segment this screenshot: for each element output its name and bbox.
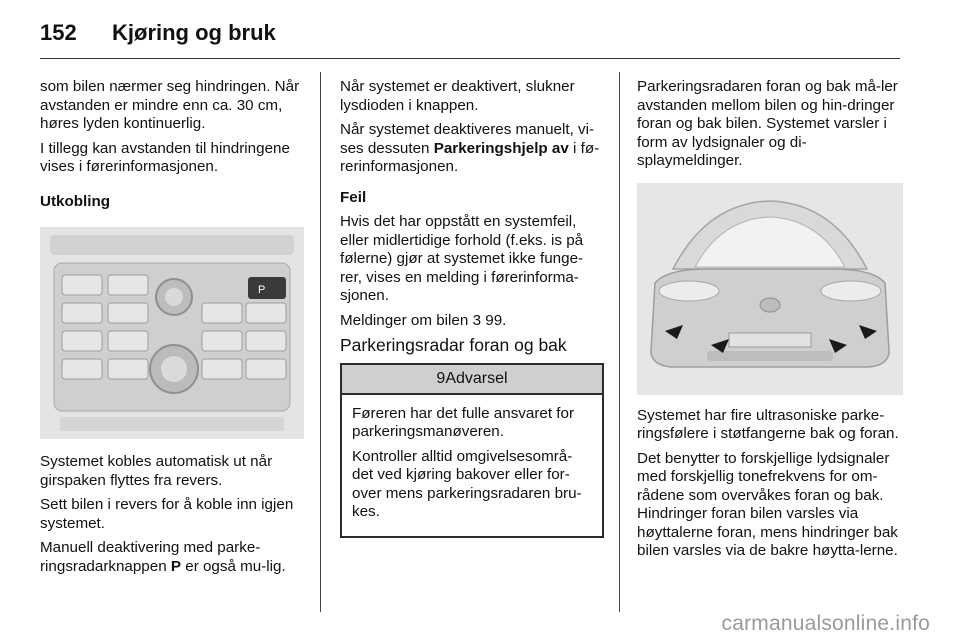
column-2	[340, 78, 604, 538]
paragraph: Det benytter to forskjellige lydsignaler med forskjellig tonefrekvens for om-rådene som overvåkes foran og bak. Hindringer foran bilen varsles via høyttalerne foran, mens hindringer bak bilen varsles via de bakre høytta-lerne.	[637, 449, 898, 559]
text-span: 99.	[485, 311, 507, 329]
car-sensors-illustration	[637, 183, 903, 395]
paragraph: I tillegg kan avstanden til hindringene vises i førerinformasjonen.	[40, 139, 290, 175]
heading-utkobling: Utkobling	[40, 192, 111, 210]
warning-body	[342, 395, 602, 536]
column-3	[637, 78, 903, 567]
radio-panel-illustration	[40, 227, 304, 439]
paragraph: Sett bilen i revers for å koble inn igjen systemet.	[40, 496, 294, 532]
parking-button-label: P	[258, 284, 266, 296]
paragraph: som bilen nærmer seg hindringen. Når avstanden er mindre enn ca. 30 cm, høres lyden kontinuerlig.	[40, 78, 300, 132]
page-reference-arrow: 3	[472, 311, 482, 329]
paragraph: Hvis det har oppstått en systemfeil, eller midlertidige forhold (f.eks. is på følerne) gjør at systemet ikke funge-rer, vises en melding i førerinforma-sjonen.	[340, 213, 584, 304]
section-heading: Parkeringsradar foran og bak	[340, 335, 567, 355]
column-divider-1	[320, 72, 321, 612]
header-rule	[40, 58, 900, 59]
column-divider-2	[619, 72, 620, 612]
warning-label: Advarsel	[445, 369, 508, 387]
paragraph: Systemet har fire ultrasoniske parke-ringsfølere i støtfangerne bak og foran.	[637, 406, 899, 442]
car-front-figure	[637, 183, 903, 395]
parking-radar-symbol: P	[170, 557, 182, 575]
paragraph: Føreren har det fulle ansvaret for parkeringsmanøveren.	[352, 404, 575, 440]
text-span: Manuell deaktivering med parke-ringsradarknappen	[40, 539, 261, 575]
text-span: er også mu-lig.	[185, 557, 286, 575]
text-span: Når systemet deaktiveres manuelt, vi-ses dessuten	[340, 121, 595, 157]
watermark: carmanualsonline.info	[721, 612, 930, 635]
text-span: i fø-rerinformasjonen.	[340, 139, 600, 175]
warning-header	[342, 365, 602, 395]
control-panel-figure	[40, 227, 304, 439]
paragraph: Systemet kobles automatisk ut når girspaken flyttes fra revers.	[40, 453, 273, 489]
chapter-title: Kjøring og bruk	[112, 20, 276, 45]
paragraph	[340, 312, 604, 331]
warning-icon: 9	[436, 369, 446, 387]
paragraph	[340, 121, 604, 177]
heading-feil: Feil	[340, 188, 367, 206]
paragraph: Kontroller alltid omgivelsesområ-det ved kjøring bakover eller for-over mens parkeringsradaren bru-kes.	[352, 447, 582, 520]
paragraph: Parkeringsradaren foran og bak må-ler avstanden mellom bilen og hin-dringer foran og bak bilen. Systemet varsler i form av lydsignaler og di-splaymeldinger.	[637, 78, 898, 169]
warning-box	[340, 363, 604, 538]
text-span: Meldinger om bilen	[340, 311, 469, 329]
bold-text: Parkeringshjelp av	[433, 139, 569, 157]
page-number: 152	[40, 20, 77, 45]
paragraph: Når systemet er deaktivert, slukner lysdioden i knappen.	[340, 78, 575, 114]
column-1	[40, 78, 306, 582]
paragraph	[40, 539, 306, 576]
